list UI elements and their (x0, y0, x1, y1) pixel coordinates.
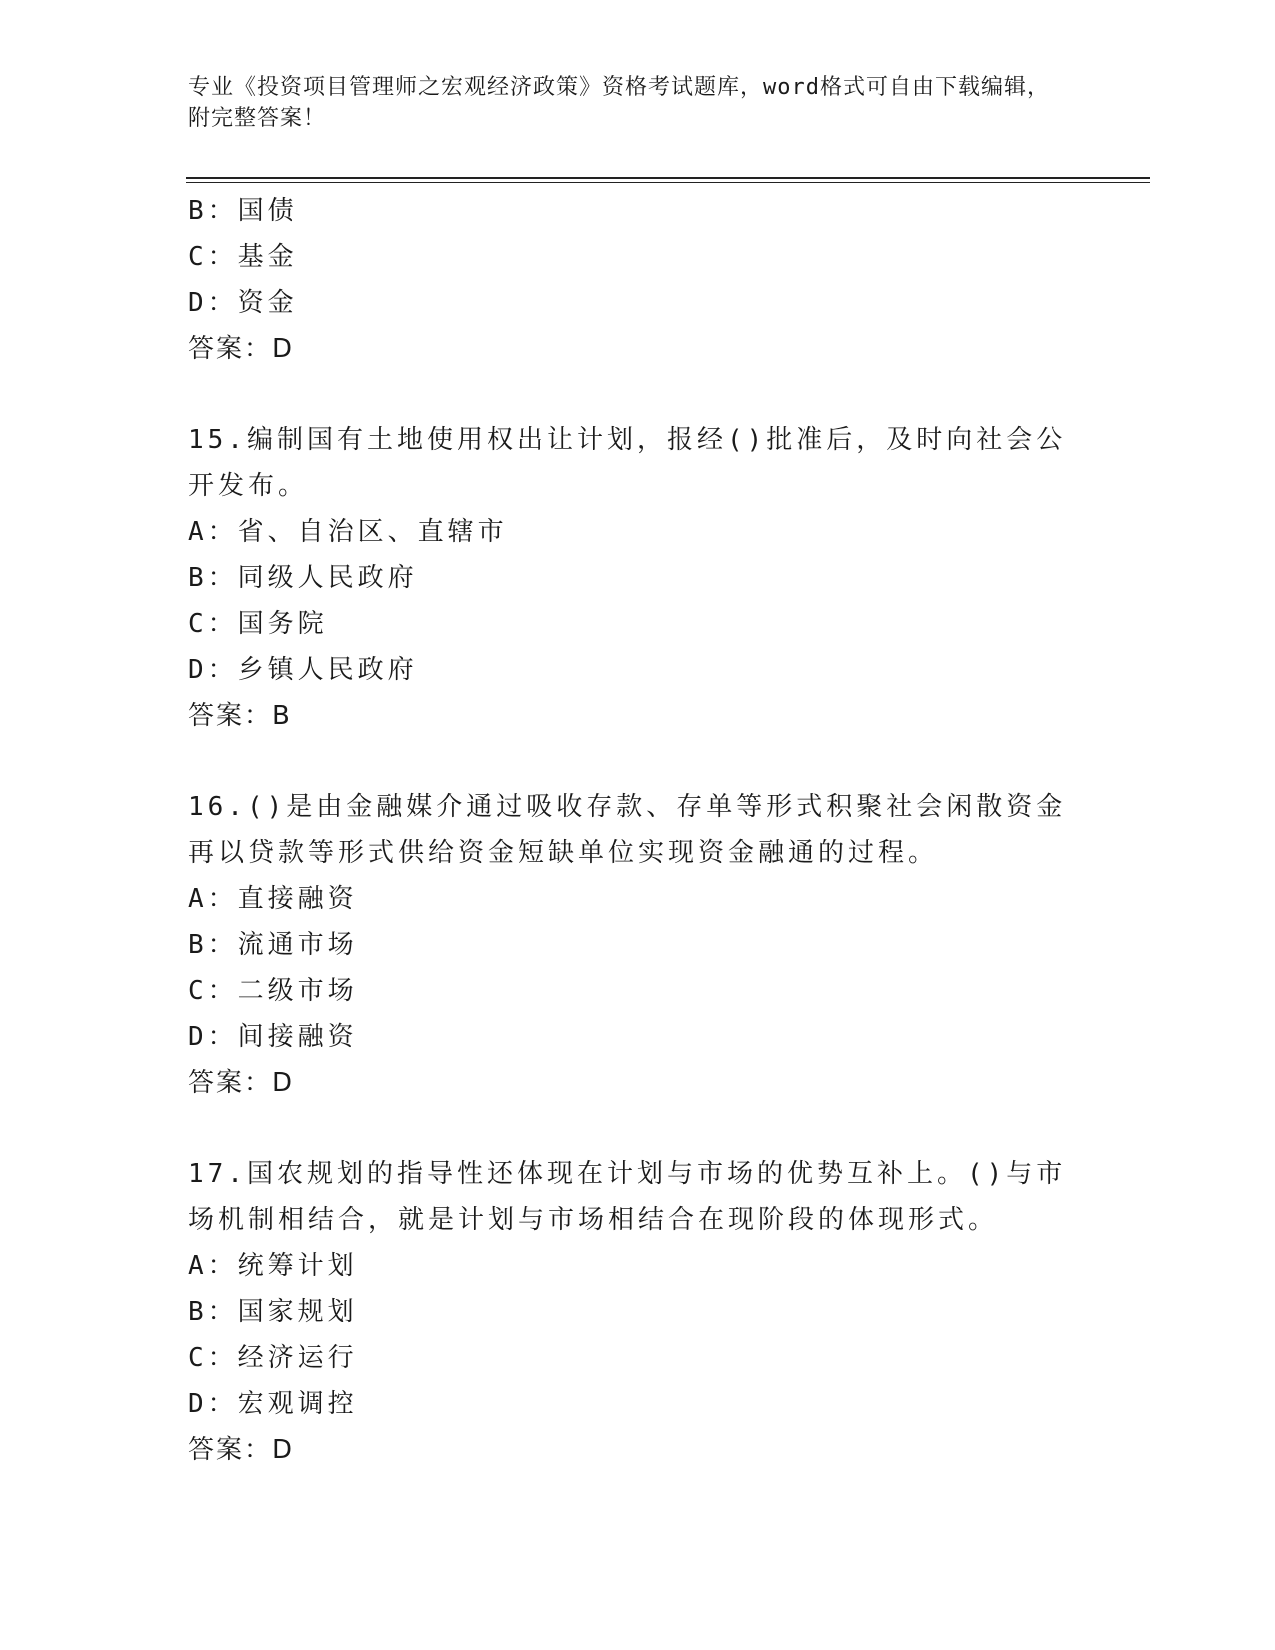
header-rule-thick (186, 177, 1150, 179)
option-a: A：省、自治区、直辖市 (188, 517, 508, 547)
option-b: B：国债 (188, 196, 298, 226)
option-c: C：二级市场 (188, 976, 358, 1006)
question-stem: 15.编制国有土地使用权出让计划，报经()批准后，及时向社会公开发布。 (188, 425, 1067, 501)
header-rule-thin (186, 182, 1150, 183)
question-stem: 17.国农规划的指导性还体现在计划与市场的优势互补上。()与市场机制相结合，就是计划与市场相结合在现阶段的体现形式。 (188, 1159, 1067, 1235)
option-d: D：间接融资 (188, 1022, 358, 1052)
document-header: 专业《投资项目管理师之宏观经济政策》资格考试题库，word格式可自由下载编辑，附完整答案！ (188, 75, 1050, 131)
option-a: A：直接融资 (188, 884, 358, 914)
answer: 答案：D (188, 1435, 295, 1465)
answer: 答案：D (188, 334, 295, 364)
option-d: D：资金 (188, 288, 298, 318)
question-content (188, 188, 1088, 1473)
option-b: B：流通市场 (188, 930, 358, 960)
answer: 答案：B (188, 701, 292, 731)
option-d: D：乡镇人民政府 (188, 655, 418, 685)
option-d: D：宏观调控 (188, 1389, 358, 1419)
option-c: C：国务院 (188, 609, 328, 639)
partial-question (188, 188, 1088, 372)
question-17 (188, 1151, 1088, 1473)
question-15 (188, 417, 1088, 739)
question-16 (188, 784, 1088, 1106)
option-b: B：国家规划 (188, 1297, 358, 1327)
answer: 答案：D (188, 1068, 295, 1098)
question-stem: 16.()是由金融媒介通过吸收存款、存单等形式积聚社会闲散资金再以贷款等形式供给资金短缺单位实现资金融通的过程。 (188, 792, 1067, 868)
option-c: C：基金 (188, 242, 298, 272)
option-b: B：同级人民政府 (188, 563, 418, 593)
option-a: A：统筹计划 (188, 1251, 358, 1281)
option-c: C：经济运行 (188, 1343, 358, 1373)
